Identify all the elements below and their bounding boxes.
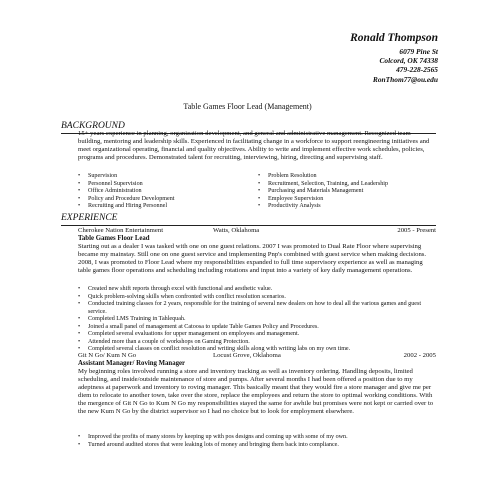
objective-title: Table Games Floor Lead (Management): [183, 102, 312, 111]
experience-heading: EXPERIENCE: [61, 213, 118, 223]
skills-list-right: [258, 173, 438, 211]
address-line-2: Colcord, OK 74338: [379, 56, 438, 66]
list-item: • Policy and Procedure Development: [78, 196, 258, 204]
job-achievements: [78, 434, 436, 449]
list-item: • Turned around audited stores that were leaking lots of money and bringing them back into compliance.: [78, 442, 436, 450]
job-role: Table Games Floor Lead: [78, 235, 150, 242]
list-item: • Conducted training classes for 2 years, responsible for the training of several new dealers on how to deal all the various games and guest service.: [78, 301, 436, 316]
list-item: • Productivity Analysis: [258, 203, 438, 211]
job-dates: 2005 - Present: [397, 227, 436, 234]
list-item: • Joined a small panel of management at Catoosa to update Table Games Policy and Procedures.: [78, 324, 436, 332]
address-line-1: 6079 Pine St: [399, 47, 438, 56]
job-location: Watts, Oklahoma: [213, 227, 260, 234]
phone: 479-228-2565: [396, 65, 438, 75]
job-location: Locust Grove, Oklahoma: [213, 352, 281, 359]
list-item: • Completed several classes on conflict resolution and writing skills along with writing labs on my own time.: [78, 346, 436, 354]
list-item: • Recruiting and Hiring Personnel: [78, 203, 258, 211]
list-item: • Problem Resolution: [258, 173, 438, 181]
experience-divider: [61, 225, 436, 226]
employer: Git N Go/ Kum N Go: [78, 352, 137, 359]
background-heading: BACKGROUND: [61, 121, 125, 131]
list-item: • Personnel Supervision: [78, 181, 258, 189]
list-item: • Purchasing and Materials Management: [258, 188, 438, 196]
employer: Cherokee Nation Entertainment: [78, 227, 164, 234]
list-item: • Attended more than a couple of workshops on Gaming Protection.: [78, 339, 436, 347]
job-header: [78, 227, 436, 234]
job-role: Assistant Manager/ Roving Manager: [78, 360, 186, 367]
job-description: My beginning roles involved running a store and inventory tracking as well as inventory ordering. Handling deposits, limited scheduling, and inside/outside maintenance of store and pumps. After several months I had been offered a position due to my adeptness at paperwork and inventory to roving manager. This basically meant that they would fire a store manager and give me per diem to relocate to another town, take over the store, replace the employees and return the store to optimal working conditions. With the mergence of Git N Go to Kum N Go my responsibilities stayed the same for awhile but promises were not kept or carried over to the new Kum N Go by the district supervisor so I had no choice but to look for employment elsewhere.: [78, 368, 434, 416]
list-item: • Completed LMS Training in Tahlequah.: [78, 316, 436, 324]
contact-block: [373, 47, 438, 84]
list-item: • Office Administration: [78, 188, 258, 196]
list-item: • Supervision: [78, 173, 258, 181]
applicant-name: Ronald Thompson: [350, 32, 438, 44]
job-description: Starting out as a dealer I was tasked with one on one guest relations. 2007 I was promoted to Dual Rate Floor where supervising became my mainstay. Still one on one guest service and implementing Pnp's combined with guest service when making decisions. 2008, I was promoted to Floor Lead where my responsibilities expanded to full time supervisory experience as well as managing table games floor operations and scheduling including rotations and input into a variety of key daily management operations.: [78, 243, 427, 275]
list-item: • Recruitment, Selection, Training, and Leadership: [258, 181, 438, 189]
list-item: • Employee Supervision: [258, 196, 438, 204]
list-item: • Completed several evaluations for upper management on employees and management.: [78, 331, 436, 339]
job-header: [78, 352, 436, 359]
list-item: • Improved the profits of many stores by keeping up with pos designs and coming up with some of my own.: [78, 434, 436, 442]
skills-list-left: [78, 173, 258, 211]
email: RonThom77@ou.edu: [372, 74, 438, 84]
list-item: • Created new shift reports through excel with functional and aesthetic value.: [78, 286, 436, 294]
list-item: • Quick problem-solving skills when confronted with conflict resolution scenarios.: [78, 294, 436, 302]
background-summary: 15+ years experience in planning, organization development, and general and administrative management. Recognized team building, mentoring and leadership skills. Experienced in facilitating change in a workforce to support reengineering initiatives and meet organizational operating, financial and quality objectives. Ability to write and implement effective work schedules, policies, programs and procedures. Demonstrated talent for recruiting, interviewing, hiring, directing and supervising staff.: [78, 130, 430, 162]
job-dates: 2002 - 2005: [403, 352, 436, 359]
job-achievements: [78, 286, 436, 354]
